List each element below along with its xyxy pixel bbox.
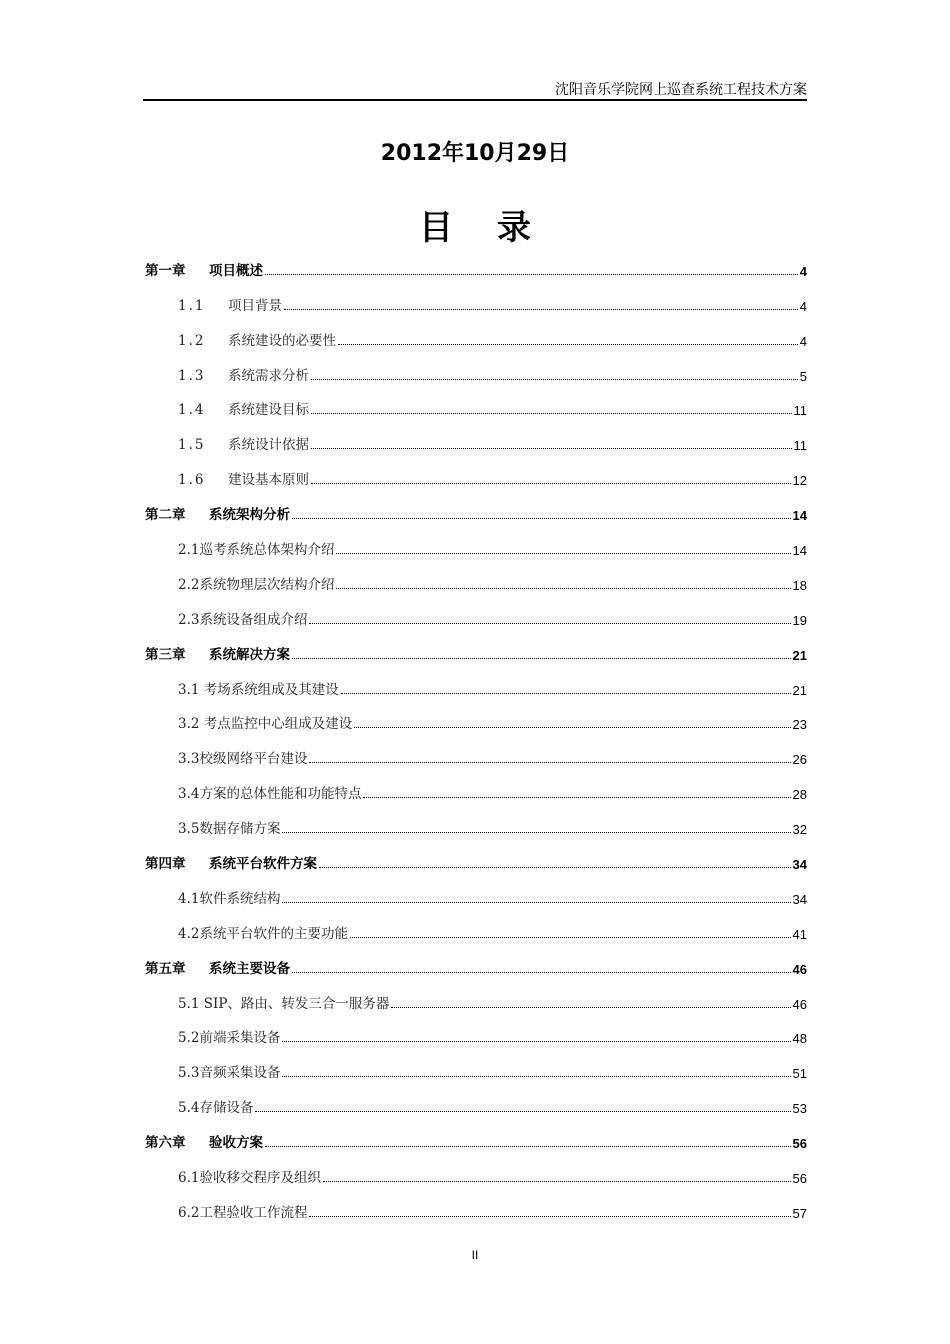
toc-leader-dots xyxy=(338,344,798,345)
toc-section-entry[interactable] xyxy=(145,349,807,384)
toc-page-number: 23 xyxy=(792,717,807,733)
toc-leader-dots xyxy=(292,518,791,519)
toc-entry-label xyxy=(145,259,263,279)
toc-entry-label xyxy=(178,1061,280,1081)
toc-entry-text: 4.2系统平台软件的主要功能 xyxy=(178,925,348,942)
toc-entry-text: 6.2工程验收工作流程 xyxy=(178,1204,308,1221)
toc-leader-dots xyxy=(311,483,791,484)
toc-page-number: 11 xyxy=(793,403,807,419)
toc-entry-text: 验收方案 xyxy=(209,1135,263,1152)
toc-section-entry[interactable] xyxy=(145,558,807,593)
toc-entry-label xyxy=(178,712,352,732)
toc-entry-label xyxy=(178,1166,321,1186)
table-of-contents xyxy=(145,244,807,1221)
toc-chapter-entry[interactable] xyxy=(145,942,807,977)
toc-entry-text: 系统解决方案 xyxy=(209,646,290,663)
toc-entry-text: 3.5数据存储方案 xyxy=(178,821,281,838)
document-date: 2012年10月29日 xyxy=(380,141,570,166)
toc-leader-dots xyxy=(363,797,790,798)
toc-entry-number: 第六章 xyxy=(145,1135,186,1152)
toc-leader-dots xyxy=(292,972,791,973)
toc-entry-text: 3.1 考场系统组成及其建设 xyxy=(178,681,339,698)
toc-leader-dots xyxy=(309,762,790,763)
toc-leader-dots xyxy=(311,413,792,414)
toc-entry-label xyxy=(145,957,290,977)
toc-section-entry[interactable] xyxy=(145,732,807,767)
toc-entry-number: 第四章 xyxy=(145,856,186,873)
toc-leader-dots xyxy=(282,832,790,833)
toc-entry-label xyxy=(178,817,280,837)
toc-page-number: 19 xyxy=(792,612,807,628)
toc-entry-label xyxy=(145,503,290,523)
toc-entry-number: 1.6 xyxy=(178,472,206,489)
toc-entry-label xyxy=(178,329,336,349)
toc-section-entry[interactable] xyxy=(145,1151,807,1186)
toc-entry-text: 5.1 SIP、路由、转发三合一服务器 xyxy=(178,995,390,1012)
toc-entry-text: 系统平台软件方案 xyxy=(209,856,317,873)
toc-entry-label xyxy=(178,468,309,488)
toc-entry-text: 系统架构分析 xyxy=(209,507,290,524)
toc-section-entry[interactable] xyxy=(145,1012,807,1047)
toc-section-entry[interactable] xyxy=(145,593,807,628)
toc-entry-text: 系统建设目标 xyxy=(228,402,309,419)
toc-entry-label xyxy=(178,1201,307,1221)
toc-entry-label xyxy=(178,1096,253,1116)
toc-section-entry[interactable] xyxy=(145,977,807,1012)
toc-leader-dots xyxy=(311,379,798,380)
toc-entry-number: 第五章 xyxy=(145,960,186,977)
toc-section-entry[interactable] xyxy=(145,314,807,349)
toc-entry-number: 第二章 xyxy=(145,507,186,524)
toc-section-entry[interactable] xyxy=(145,523,807,558)
toc-page-number: 18 xyxy=(792,577,807,593)
toc-page-number: 41 xyxy=(792,926,807,942)
toc-entry-text: 3.4方案的总体性能和功能特点 xyxy=(178,786,362,803)
toc-entry-number: 1.5 xyxy=(178,437,206,454)
toc-leader-dots xyxy=(336,588,790,589)
toc-entry-text: 2.1巡考系统总体架构介绍 xyxy=(178,542,335,559)
header-rule xyxy=(143,99,807,101)
toc-leader-dots xyxy=(319,867,791,868)
toc-entry-number: 1.2 xyxy=(178,332,206,349)
toc-page-number: 34 xyxy=(792,891,807,907)
toc-entry-label xyxy=(178,678,339,698)
page-number: II xyxy=(471,1248,479,1262)
toc-page-number: 21 xyxy=(792,682,807,698)
toc-leader-dots xyxy=(282,902,790,903)
toc-entry-number: 第一章 xyxy=(145,262,186,279)
toc-section-entry[interactable] xyxy=(145,1081,807,1116)
toc-heading: 目录 xyxy=(419,208,575,248)
toc-page-number: 32 xyxy=(792,822,807,838)
toc-chapter-entry[interactable] xyxy=(145,837,807,872)
toc-page-number: 51 xyxy=(792,1066,807,1082)
toc-chapter-entry[interactable] xyxy=(145,1116,807,1151)
toc-entry-number: 1.1 xyxy=(178,297,206,314)
toc-entry-label xyxy=(178,747,307,767)
toc-section-entry[interactable] xyxy=(145,279,807,314)
toc-section-entry[interactable] xyxy=(145,418,807,453)
toc-entry-label xyxy=(178,433,309,453)
toc-entry-text: 项目背景 xyxy=(228,297,282,314)
toc-entry-number: 第三章 xyxy=(145,646,186,663)
toc-entry-label xyxy=(178,608,307,628)
toc-leader-dots xyxy=(350,937,791,938)
toc-leader-dots xyxy=(311,448,792,449)
toc-page-number: 57 xyxy=(792,1205,807,1221)
toc-entry-text: 6.1验收移交程序及组织 xyxy=(178,1170,321,1187)
toc-leader-dots xyxy=(354,727,790,728)
toc-leader-dots xyxy=(265,1146,791,1147)
toc-page-number: 46 xyxy=(792,961,807,977)
toc-leader-dots xyxy=(255,1111,790,1112)
toc-leader-dots xyxy=(282,1076,790,1077)
toc-page-number: 12 xyxy=(792,473,807,489)
toc-entry-label xyxy=(145,852,317,872)
toc-section-entry[interactable] xyxy=(145,802,807,837)
toc-entry-number: 1.3 xyxy=(178,367,206,384)
toc-entry-text: 系统设计依据 xyxy=(228,437,309,454)
toc-entry-label xyxy=(178,922,348,942)
toc-section-entry[interactable] xyxy=(145,698,807,733)
toc-entry-label xyxy=(178,398,309,418)
toc-leader-dots xyxy=(391,1007,790,1008)
toc-page-number: 34 xyxy=(792,857,807,873)
toc-entry-text: 系统需求分析 xyxy=(228,367,309,384)
toc-entry-label xyxy=(178,1026,280,1046)
toc-chapter-entry[interactable] xyxy=(145,244,807,279)
toc-leader-dots xyxy=(292,658,791,659)
toc-leader-dots xyxy=(284,309,798,310)
toc-leader-dots xyxy=(336,553,790,554)
toc-section-entry[interactable] xyxy=(145,767,807,802)
toc-page-number: 26 xyxy=(792,752,807,768)
toc-page-number: 21 xyxy=(792,647,807,663)
toc-entry-label xyxy=(178,294,282,314)
toc-page-number: 4 xyxy=(799,298,807,314)
toc-entry-label xyxy=(178,364,309,384)
toc-page-number: 48 xyxy=(792,1031,807,1047)
toc-page-number: 46 xyxy=(792,996,807,1012)
toc-entry-label xyxy=(178,538,334,558)
toc-leader-dots xyxy=(282,1041,790,1042)
toc-entry-text: 系统主要设备 xyxy=(209,960,290,977)
toc-entry-label xyxy=(145,643,290,663)
toc-section-entry[interactable] xyxy=(145,663,807,698)
toc-entry-label xyxy=(178,887,280,907)
toc-leader-dots xyxy=(341,693,791,694)
toc-entry-text: 3.2 考点监控中心组成及建设 xyxy=(178,716,353,733)
toc-page-number: 56 xyxy=(792,1171,807,1187)
toc-entry-number: 1.4 xyxy=(178,402,206,419)
toc-chapter-entry[interactable] xyxy=(145,488,807,523)
toc-page-number: 4 xyxy=(799,263,807,279)
toc-section-entry[interactable] xyxy=(145,1186,807,1221)
toc-chapter-entry[interactable] xyxy=(145,628,807,663)
toc-entry-text: 5.3音频采集设备 xyxy=(178,1065,281,1082)
toc-entry-text: 2.2系统物理层次结构介绍 xyxy=(178,576,335,593)
toc-leader-dots xyxy=(265,274,798,275)
toc-section-entry[interactable] xyxy=(145,1046,807,1081)
toc-entry-text: 5.2前端采集设备 xyxy=(178,1030,281,1047)
toc-page-number: 14 xyxy=(792,508,807,524)
toc-page-number: 28 xyxy=(792,787,807,803)
toc-section-entry[interactable] xyxy=(145,453,807,488)
toc-page-number: 5 xyxy=(799,368,807,384)
toc-leader-dots xyxy=(309,623,790,624)
toc-entry-text: 5.4存储设备 xyxy=(178,1100,254,1117)
toc-page-number: 14 xyxy=(792,543,807,559)
toc-entry-label xyxy=(178,573,334,593)
toc-entry-text: 项目概述 xyxy=(209,262,263,279)
toc-entry-text: 建设基本原则 xyxy=(228,472,309,489)
toc-entry-label xyxy=(145,1131,263,1151)
toc-page-number: 53 xyxy=(792,1101,807,1117)
toc-entry-text: 系统建设的必要性 xyxy=(228,332,336,349)
toc-section-entry[interactable] xyxy=(145,384,807,419)
toc-section-entry[interactable] xyxy=(145,907,807,942)
toc-page-number: 56 xyxy=(792,1136,807,1152)
running-header: 沈阳音乐学院网上巡查系统工程技术方案 xyxy=(555,82,807,98)
toc-entry-label xyxy=(178,992,389,1012)
toc-entry-text: 2.3系统设备组成介绍 xyxy=(178,611,308,628)
toc-page-number: 4 xyxy=(799,333,807,349)
toc-entry-text: 4.1软件系统结构 xyxy=(178,890,281,907)
toc-page-number: 11 xyxy=(793,438,807,454)
toc-entry-text: 3.3校级网络平台建设 xyxy=(178,751,308,768)
toc-leader-dots xyxy=(309,1216,790,1217)
toc-entry-label xyxy=(178,782,361,802)
toc-leader-dots xyxy=(323,1181,791,1182)
toc-section-entry[interactable] xyxy=(145,872,807,907)
